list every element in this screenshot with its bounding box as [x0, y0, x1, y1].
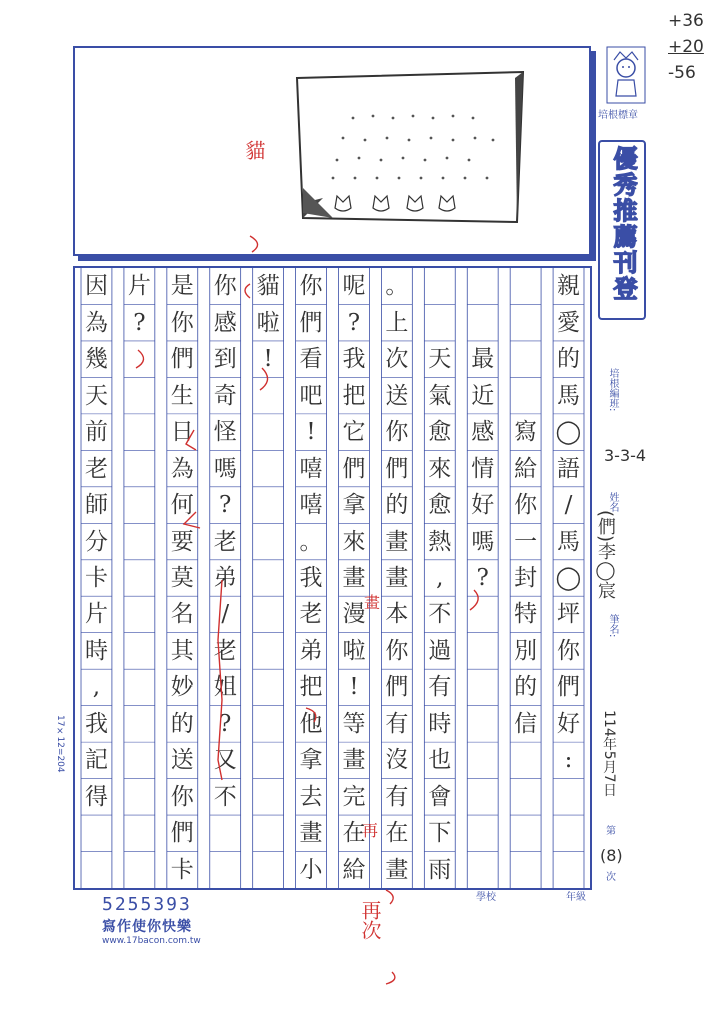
- essay-char: 嘻: [299, 492, 323, 519]
- class-label: 培根編班:: [607, 368, 618, 412]
- teacher-note-come: 再: [362, 821, 379, 840]
- essay-char: 們: [385, 674, 409, 701]
- essay-char: 次: [385, 346, 409, 373]
- essay-char: 畫: [385, 565, 409, 591]
- count-value: (8): [600, 846, 623, 865]
- essay-char: 特: [514, 601, 538, 628]
- essay-char: 上: [385, 309, 409, 336]
- score-line-2: +20: [668, 37, 704, 57]
- essay-char: 把: [299, 674, 323, 701]
- essay-char: 來: [428, 455, 452, 482]
- essay-char: /: [564, 492, 573, 519]
- essay-char: 熱: [428, 528, 452, 555]
- essay-char: 的: [514, 674, 538, 701]
- grid-size-label: 17×12=204: [55, 715, 65, 773]
- essay-char: 片: [127, 273, 151, 300]
- essay-char: 莫: [170, 565, 194, 591]
- essay-char: 是: [170, 273, 194, 300]
- essay-char: 會: [428, 783, 452, 810]
- essay-char: 記: [84, 747, 108, 774]
- essay-char: 他: [299, 710, 323, 737]
- essay-char: 它: [342, 419, 366, 446]
- score-line-3: -56: [668, 63, 696, 83]
- essay-char: 你: [385, 419, 409, 446]
- essay-char: 貓: [256, 273, 280, 300]
- date-value: 114年5月7日: [601, 710, 617, 797]
- essay-char: ◯: [555, 565, 582, 591]
- essay-char: 片: [84, 601, 108, 628]
- essay-char: 們: [299, 309, 323, 336]
- essay-char: 畫: [342, 747, 366, 774]
- essay-char: 的: [557, 346, 581, 373]
- teacher-note-again: 再次: [358, 900, 382, 940]
- essay-char: 其: [170, 637, 194, 664]
- essay-char: 寫: [514, 419, 538, 446]
- essay-char: 在: [342, 820, 366, 847]
- essay-char: ?: [133, 309, 146, 336]
- essay-char: 們: [385, 455, 409, 482]
- essay-char: 師: [84, 492, 108, 519]
- essay-char: 為: [170, 455, 194, 482]
- score-line-1: +36: [668, 11, 704, 31]
- stamp-label: 培根標章: [598, 110, 638, 121]
- essay-char: 有: [428, 674, 452, 701]
- essay-char: 老: [213, 528, 237, 555]
- essay-char: 語: [557, 455, 581, 482]
- essay-char: 時: [84, 637, 108, 664]
- essay-char: 卡: [170, 856, 194, 883]
- essay-char: 妙: [170, 674, 194, 701]
- essay-char: 愈: [428, 492, 452, 519]
- essay-char: 時: [428, 710, 452, 737]
- essay-char: 前: [84, 419, 108, 446]
- essay-char: 弟: [299, 637, 323, 664]
- essay-char: 畫: [299, 820, 323, 847]
- essay-char: 小: [299, 856, 323, 883]
- essay-char: 馬: [557, 528, 581, 555]
- essay-char: ,: [92, 674, 101, 701]
- footer-slogan: 寫作使你快樂: [102, 919, 192, 935]
- recommend-label: 優秀推薦刊登: [609, 146, 637, 302]
- essay-char: 完: [342, 783, 366, 810]
- essay-char: 們: [170, 346, 194, 373]
- essay-char: 也: [428, 747, 452, 774]
- footer-url: www.17bacon.com.tw: [102, 936, 201, 946]
- essay-char: 雨: [428, 856, 452, 883]
- essay-char: 過: [428, 637, 452, 664]
- essay-char: 呢: [342, 273, 366, 300]
- essay-char: 嗎: [471, 528, 495, 555]
- essay-char: 天: [428, 346, 452, 373]
- essay-char: 拿: [342, 492, 366, 519]
- essay-char: 下: [428, 820, 452, 847]
- essay-char: 有: [385, 783, 409, 810]
- footer-number: 5255393: [102, 894, 192, 915]
- count-suffix: 次: [606, 872, 616, 883]
- essay-char: 親: [557, 273, 581, 300]
- essay-char: 感: [471, 419, 495, 446]
- essay-char: 怪: [213, 419, 237, 446]
- essay-char: 不: [213, 783, 237, 810]
- essay-char: 吧: [299, 382, 323, 409]
- essay-char: 奇: [213, 382, 237, 409]
- essay-char: ?: [347, 309, 361, 336]
- essay-char: 你: [557, 637, 581, 664]
- essay-char: 在: [385, 820, 409, 847]
- teacher-note-draw: 畫: [364, 593, 381, 612]
- essay-char: 好: [557, 710, 581, 737]
- essay-char: ◯: [555, 419, 582, 446]
- essay-char: 老: [213, 637, 237, 664]
- essay-char: 一: [514, 528, 538, 555]
- essay-char: 送: [385, 382, 409, 409]
- essay-char: 愈: [428, 419, 452, 446]
- essay-char: 最: [471, 346, 495, 373]
- essay-char: 給: [342, 856, 366, 883]
- essay-char: 去: [299, 783, 323, 810]
- school-label: 學校: [476, 892, 496, 903]
- essay-char: 。: [385, 273, 409, 300]
- essay-char: ,: [436, 565, 444, 591]
- essay-char: 本: [385, 601, 409, 628]
- essay-char: !: [263, 346, 273, 373]
- essay-char: !: [349, 674, 359, 701]
- essay-char: 沒: [385, 747, 409, 774]
- essay-char: 封: [514, 565, 538, 591]
- essay-char: 等: [342, 710, 366, 737]
- essay-char: 啦: [256, 309, 280, 336]
- essay-char: 你: [170, 783, 194, 810]
- essay-char: 姐: [213, 674, 237, 701]
- essay-char: 漫: [342, 601, 366, 628]
- essay-char: 近: [471, 382, 495, 409]
- essay-char: 到: [213, 346, 237, 373]
- essay-char: 們: [557, 674, 581, 701]
- essay-char: 把: [342, 382, 366, 409]
- essay-char: 幾: [84, 346, 108, 373]
- essay-char: 送: [170, 747, 194, 774]
- essay-char: ?: [476, 565, 489, 591]
- essay-char: 你: [385, 637, 409, 664]
- pen-name-label: 筆名:: [607, 614, 618, 638]
- essay-char: ?: [219, 710, 232, 737]
- class-value: 3-3-4: [604, 446, 647, 465]
- essay-char: 愛: [557, 309, 581, 336]
- essay-char: 要: [170, 528, 194, 555]
- essay-char: 我: [84, 710, 108, 737]
- essay-char: 馬: [557, 382, 581, 409]
- essay-char: !: [306, 419, 316, 446]
- essay-char: 氣: [428, 382, 452, 409]
- essay-char: 拿: [299, 747, 323, 774]
- essay-char: 別: [514, 637, 538, 664]
- essay-char: 名: [170, 601, 194, 628]
- essay-char: 的: [385, 492, 409, 519]
- essay-char: 你: [514, 492, 538, 519]
- essay-char: 我: [342, 346, 366, 373]
- essay-char: 畫: [342, 565, 366, 591]
- essay-char: 日: [170, 419, 194, 446]
- essay-char: 你: [299, 273, 323, 300]
- essay-char: 們: [342, 455, 366, 482]
- essay-char: 得: [84, 783, 108, 810]
- essay-char: 信: [514, 710, 538, 737]
- grade-label: 年級: [566, 892, 586, 903]
- essay-char: 卡: [84, 565, 108, 591]
- name-label: 姓名: [607, 492, 618, 512]
- essay-char: /: [221, 601, 230, 628]
- name-value: (們)李◯宸: [595, 510, 616, 600]
- essay-char: 嗎: [213, 455, 237, 482]
- essay-char: 嘻: [299, 455, 323, 482]
- essay-char: 看: [299, 346, 323, 373]
- essay-char: 好: [471, 492, 495, 519]
- essay-char: 有: [385, 710, 409, 737]
- essay-char: 你: [213, 273, 237, 300]
- essay-char: 給: [514, 455, 538, 482]
- essay-char: 畫: [385, 856, 409, 883]
- essay-char: 感: [213, 309, 237, 336]
- essay-char: 情: [471, 455, 495, 482]
- essay-char: ?: [219, 492, 232, 519]
- essay-char: 你: [170, 309, 194, 336]
- essay-char: 的: [170, 710, 194, 737]
- essay-char: 坪: [557, 601, 581, 628]
- essay-char: 老: [84, 455, 108, 482]
- essay-char: 何: [170, 492, 194, 519]
- essay-char: :: [564, 747, 573, 774]
- essay-char: 畫: [385, 528, 409, 555]
- count-label: 第: [606, 826, 616, 837]
- essay-char: 來: [342, 528, 366, 555]
- essay-char: 。: [299, 528, 323, 555]
- teacher-note-cat: 貓: [242, 140, 266, 160]
- essay-char: 生: [170, 382, 194, 409]
- essay-char: 又: [213, 747, 237, 774]
- essay-char: 分: [84, 528, 108, 555]
- essay-char: 老: [299, 601, 323, 628]
- essay-char: 不: [428, 601, 452, 628]
- essay-char: 弟: [213, 565, 237, 591]
- essay-char: 我: [299, 565, 323, 591]
- essay-char: 啦: [342, 637, 366, 664]
- essay-char: 們: [170, 820, 194, 847]
- essay-char: 因: [84, 273, 108, 300]
- essay-char: 天: [84, 382, 108, 409]
- essay-char: 為: [84, 309, 108, 336]
